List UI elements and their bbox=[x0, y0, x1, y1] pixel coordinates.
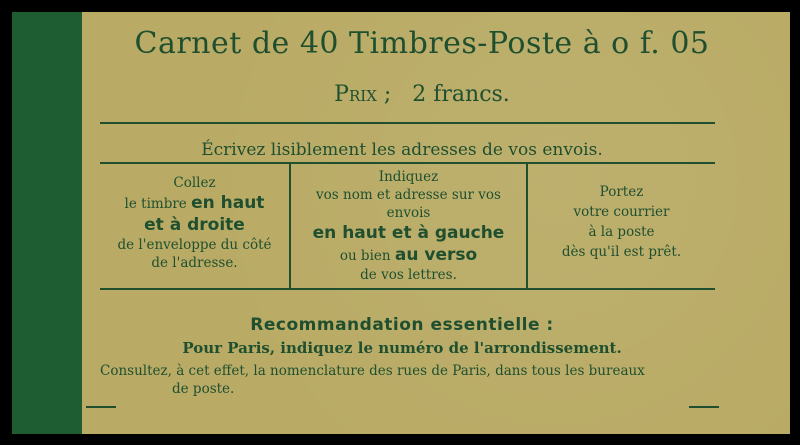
column-stamp-placement bbox=[100, 174, 289, 272]
instruction-text: Écrivez lisiblement les adresses de vos envois. bbox=[201, 140, 603, 160]
divider-columns-bottom bbox=[100, 288, 715, 290]
recommendation-consult bbox=[100, 362, 740, 398]
column-text: de l'adresse. bbox=[151, 255, 238, 271]
bottom-mark-right bbox=[689, 406, 719, 408]
emphasis-text: en haut et à gauche bbox=[312, 223, 505, 243]
column-text: votre courrier bbox=[573, 204, 670, 220]
column-text: Indiquez bbox=[378, 169, 439, 185]
price-label: Prix ; bbox=[334, 82, 392, 107]
emphasis-text: et à droite bbox=[144, 215, 245, 235]
price-line bbox=[97, 82, 747, 107]
column-sender-address bbox=[291, 168, 526, 284]
column-text-part: le timbre bbox=[124, 196, 187, 212]
booklet-cover bbox=[12, 12, 790, 434]
column-post-mail bbox=[528, 182, 715, 262]
column-text bbox=[100, 192, 289, 214]
recommendation-paris: Pour Paris, indiquez le numéro de l'arrondissement. bbox=[182, 339, 622, 357]
emphasis-text: en haut bbox=[191, 193, 265, 213]
column-text: de l'enveloppe du côté bbox=[117, 237, 272, 253]
column-text bbox=[291, 244, 526, 266]
divider-columns-top bbox=[100, 162, 715, 164]
column-text: à la poste bbox=[588, 224, 655, 240]
recommendation-title: Recommandation essentielle : bbox=[250, 315, 554, 335]
column-text: Collez bbox=[173, 175, 216, 191]
column-text-part: ou bien bbox=[339, 248, 391, 264]
emphasis-text: au verso bbox=[394, 245, 478, 265]
price-value: 2 francs. bbox=[412, 82, 510, 107]
bottom-mark-left bbox=[86, 406, 116, 408]
column-text: envois bbox=[386, 205, 431, 221]
divider-top bbox=[100, 122, 715, 124]
column-text: Portez bbox=[599, 184, 644, 200]
consult-text: de poste. bbox=[172, 381, 235, 397]
column-text: de vos lettres. bbox=[360, 267, 457, 283]
column-text: dès qu'il est prêt. bbox=[561, 244, 682, 260]
booklet-title: Carnet de 40 Timbres-Poste à o f. 05 bbox=[134, 26, 710, 61]
column-text: vos nom et adresse sur vos bbox=[316, 187, 501, 203]
consult-text: Consultez, à cet effet, la nomenclature des rues de Paris, dans tous les bureaux bbox=[100, 363, 645, 379]
cover-spine bbox=[12, 12, 82, 434]
